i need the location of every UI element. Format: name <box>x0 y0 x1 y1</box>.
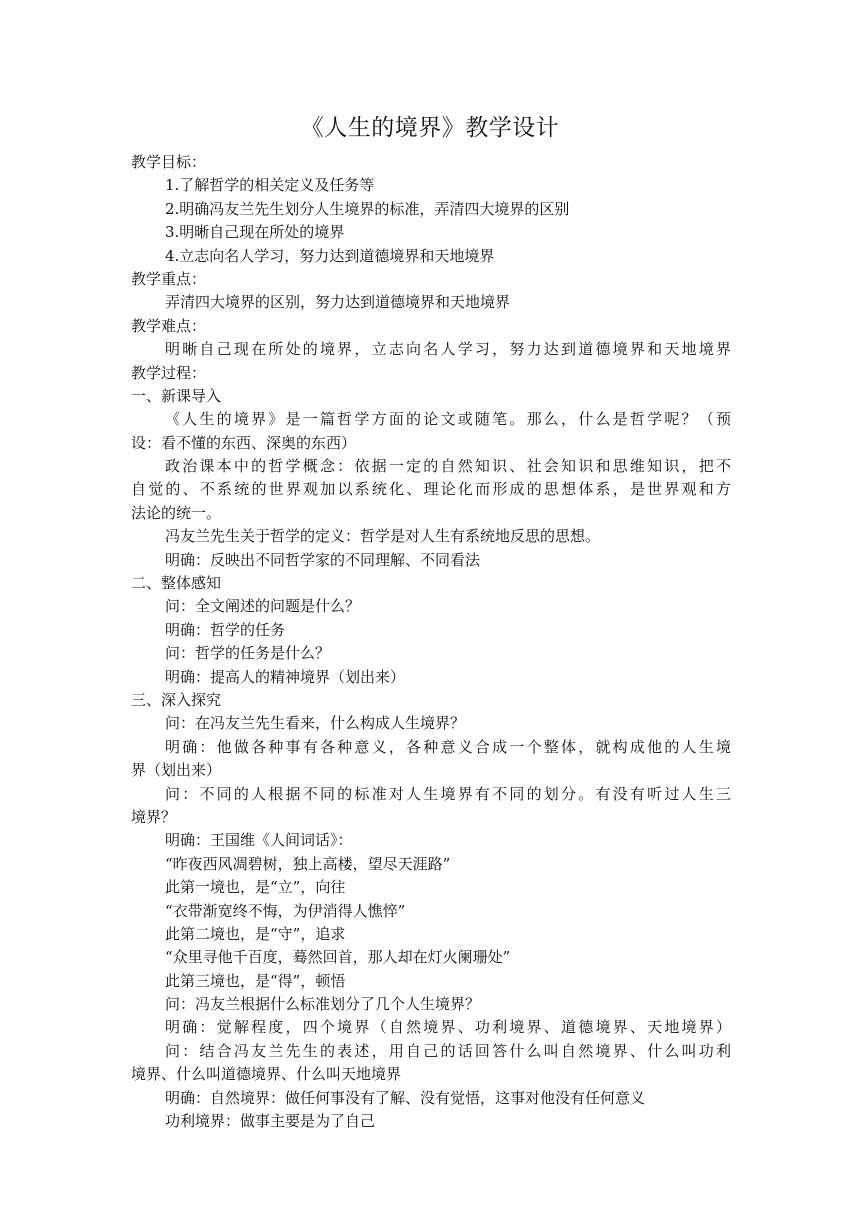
text-line: 教学过程： <box>131 363 207 382</box>
text-line: 教学重点： <box>131 269 207 288</box>
text-line: 明确：反映出不同哲学家的不同理解、不同看法 <box>165 550 481 569</box>
text-line: 3.明晰自己现在所处的境界 <box>165 223 345 242</box>
text-line: 明确：自然境界：做任何事没有了解、没有觉悟，这事对他没有任何意义 <box>165 1088 646 1107</box>
text-line: 明晰自己现在所处的境界，立志向名人学习，努力达到道德境界和天地境界 <box>165 340 731 359</box>
text-line: 问：哲学的任务是什么？ <box>165 644 331 663</box>
text-line: 设：看不懂的东西、深奥的东西） <box>131 433 357 452</box>
text-line: 三、深入探究 <box>131 690 222 709</box>
text-line: 明确：提高人的精神境界（划出来） <box>165 667 406 686</box>
document-title: 《人生的境界》教学设计 <box>300 115 560 141</box>
text-line: 2.明确冯友兰先生划分人生境界的标准，弄清四大境界的区别 <box>165 199 570 218</box>
text-line: 法论的统一。 <box>131 503 222 522</box>
text-line: “众里寻他千百度，蓦然回首，那人却在灯火阑珊处” <box>165 948 511 967</box>
text-line: 界（划出来） <box>131 761 222 780</box>
text-line: 4.立志向名人学习，努力达到道德境界和天地境界 <box>165 246 495 265</box>
text-line: 明确：觉解程度，四个境界（自然境界、功利境界、道德境界、天地境界） <box>165 1018 731 1037</box>
text-line: 明确：王国维《人间词话》： <box>165 831 353 850</box>
text-line: 问：冯友兰根据什么标准划分了几个人生境界？ <box>165 995 481 1014</box>
text-line: 此第三境也，是“得”，顿悟 <box>165 971 346 990</box>
text-line: 教学目标： <box>131 153 207 171</box>
text-line: 问：结合冯友兰先生的表述，用自己的话回答什么叫自然境界、什么叫功利 <box>165 1041 731 1060</box>
text-line: “衣带渐宽终不悔，为伊消得人憔悴” <box>165 901 406 920</box>
text-line: 问：在冯友兰先生看来，什么构成人生境界？ <box>165 714 466 733</box>
text-line: 《人生的境界》是一篇哲学方面的论文或随笔。那么，什么是哲学呢？（预 <box>165 410 731 429</box>
text-line: 问：全文阐述的问题是什么？ <box>165 597 361 616</box>
text-line: 此第二境也，是“守”，追求 <box>165 924 346 943</box>
text-line: 自觉的、不系统的世界观加以系统化、理论化而形成的思想体系，是世界观和方 <box>131 480 731 499</box>
text-line: 教学难点： <box>131 316 207 335</box>
text-line: 二、整体感知 <box>131 574 222 593</box>
text-line: 明确：他做各种事有各种意义，各种意义合成一个整体，就构成他的人生境 <box>165 737 731 756</box>
text-line: 弄清四大境界的区别，努力达到道德境界和天地境界 <box>165 293 511 312</box>
text-line: 问：不同的人根据不同的标准对人生境界有不同的划分。有没有听过人生三 <box>165 784 731 803</box>
text-line: 1.了解哲学的相关定义及任务等 <box>165 176 375 195</box>
text-line: 功利境界：做事主要是为了自己 <box>165 1112 376 1131</box>
text-line: 冯友兰先生关于哲学的定义：哲学是对人生有系统地反思的思想。 <box>165 527 601 546</box>
text-line: 境界？ <box>131 807 177 826</box>
document-body <box>131 151 731 1133</box>
text-line: “昨夜西风凋碧树，独上高楼，望尽天涯路” <box>165 854 451 873</box>
text-line: 一、新课导入 <box>131 386 222 405</box>
text-line: 境界、什么叫道德境界、什么叫天地境界 <box>131 1065 402 1084</box>
text-line: 政治课本中的哲学概念：依据一定的自然知识、社会知识和思维知识，把不 <box>165 457 731 476</box>
text-line: 明确：哲学的任务 <box>165 620 286 639</box>
text-line: 此第一境也，是“立”，向往 <box>165 878 346 897</box>
